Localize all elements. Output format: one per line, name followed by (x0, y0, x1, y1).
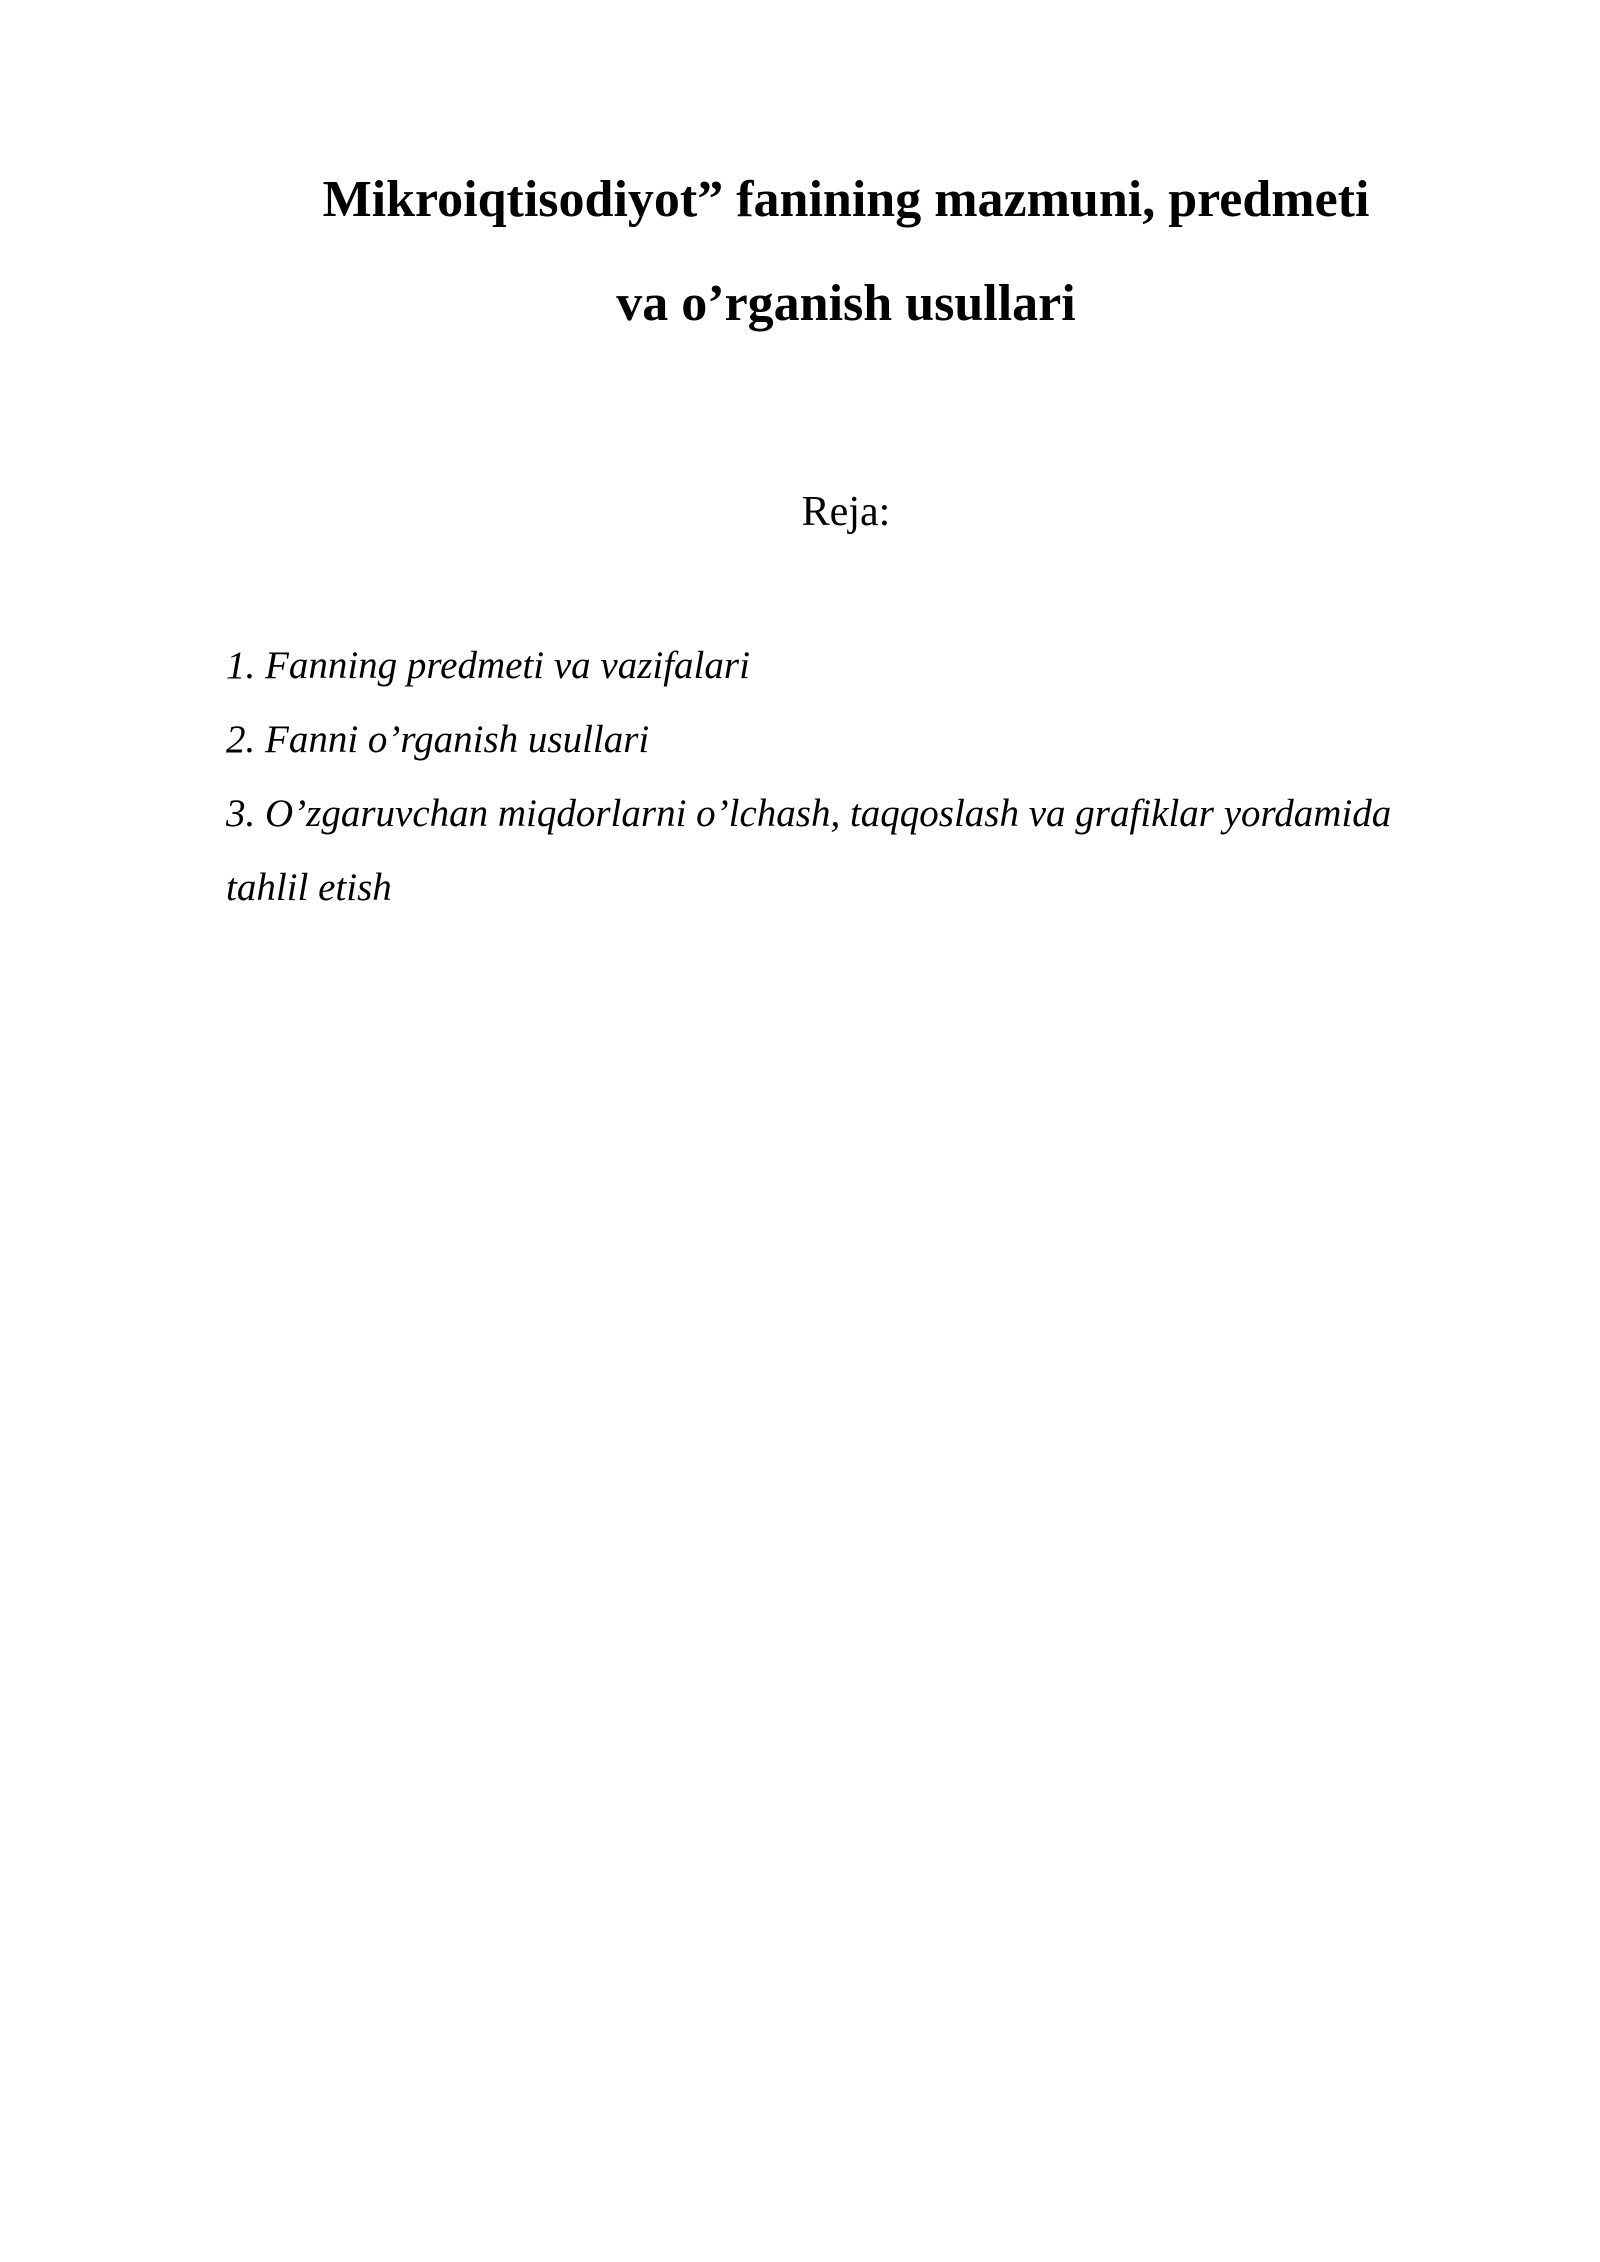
document-title (226, 148, 1466, 356)
plan-item: 3. O’zgaruvchan miqdorlarni o’lchash, taqqoslash va grafiklar yordamida tahlil etish (226, 792, 1392, 909)
title-line-1: Mikroiqtisodiyot” fanining mazmuni, predmeti (322, 171, 1370, 228)
plan-item: 1. Fanning predmeti va vazifalari (226, 644, 750, 687)
plan-heading: Reja: (801, 489, 891, 535)
title-line-2: va o’rganish usullari (616, 275, 1076, 332)
plan-list (226, 629, 1426, 925)
plan-item: 2. Fanni o’rganish usullari (226, 718, 650, 761)
